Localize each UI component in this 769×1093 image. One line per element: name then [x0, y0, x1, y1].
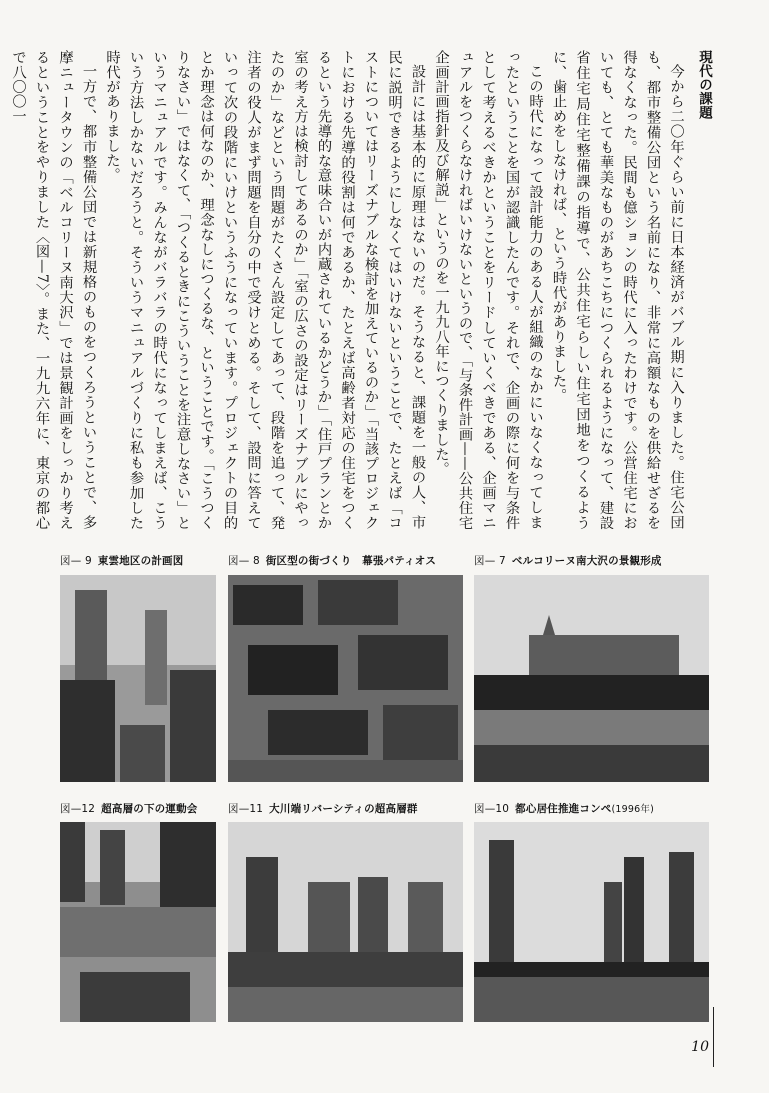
figure-9-caption: 図— 9 東雲地区の計画図: [60, 555, 184, 567]
figure-8-photo: [228, 575, 463, 782]
paragraph-1: 今から二〇年ぐらい前に日本経済がバブル期に入りました。住宅公団も、都市整備公団という名前になり、非常に高額なものを供給せざるを得なくなった。民間も億ションの時代に入ったわけです。公営住宅においても、とても華美なものがあちこちにつくられるようになって、建設省住宅局住宅整備課の指導で、公共住宅らしい住宅団地をつくるように、歯止めをしなければ、という時代がありました。: [551, 50, 685, 530]
section-heading: 現代の課題: [696, 50, 712, 120]
figure-7-photo: [474, 575, 709, 782]
figure-10-photo: [474, 822, 709, 1022]
figure-12-caption: 図—12 超高層の下の運動会: [60, 803, 198, 815]
paragraph-2: この時代になって設計能力のある人が組織のなかにいなくなってしまったということを国が認識したんです。それで、企画の際に何を与条件として考えるべきかということをリードしていくべきである、企画マニュアルをつくらなければいけないというので、「与条件計画——公共住宅企画計画指針及び解説」というのを一九九八年につくりました。: [433, 50, 544, 530]
paragraph-3: 設計には基本的に原理はないのだ。そうなると、課題を一般の人、市民に説明できるようにしなくてはいけないということで、たとえば「コストについてはリーズナブルな検討を加えているのか」「当該プロジェクトにおける先導的役割は何であるか、たとえば高齢者対応の住宅をつくるという先導的な意味合いが内蔵されているかどうか」「住戸プランとか室の考え方は検討してあるのか」「室の広さの設定はリーズナブルにやったのか」などという問題がたくさん設定してあって、段階を追って、発注者の役人がまず問題を自分の中で受けとめる。そして、設問に答えていって次の段階にいけというふうになっています。プロジェクトの目的とか理念は何なのか、理念なしにつくるな、ということです。「こうつくりなさい」ではなくて、「つくるときにこういうことを注意しなさい」というマニュアルです。みんながバラバラの時代になってしまえば、こういう方法しかないだろうと。そういうマニュアルづくりに私も参加した時代がありました。: [104, 50, 426, 530]
figure-10-caption: 図—10 都心居住推進コンペ(1996年): [474, 803, 654, 815]
figure-9-photo: [60, 575, 216, 782]
page-rule: [713, 1007, 714, 1067]
page-number: 10: [691, 1039, 709, 1055]
figure-11-caption: 図—11 大川端リバーシティの超高層群: [228, 803, 418, 815]
article-body: [10, 50, 715, 530]
figure-12-photo: [60, 822, 216, 1022]
figure-11-photo: [228, 822, 463, 1022]
figure-7-caption: 図— 7 ベルコリーヌ南大沢の景観形成: [474, 555, 662, 567]
figure-8-caption: 図— 8 街区型の街づくり 幕張パティオス: [228, 555, 437, 567]
paragraph-4: 一方で、都市整備公団では新規格のものをつくろうということで、多摩ニュータウンの「ベルコリーヌ南大沢」では景観計画をしっかり考えるということをやりました〈図—7〉。また、一九九六年に、東京の都心で八〇〇一: [10, 50, 97, 530]
